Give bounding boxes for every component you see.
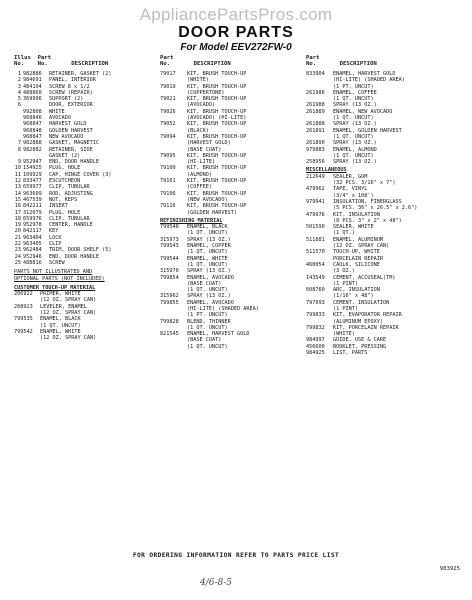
parts-column-3 [306, 55, 456, 356]
part-description: NUT, KEPS [49, 196, 78, 203]
part-number: 982882 [23, 146, 42, 153]
part-number: 488816 [23, 259, 42, 266]
part-number: 79026 [160, 108, 176, 115]
part-description: KIT, BRUSH TOUCH-UP [187, 178, 247, 185]
illus-number: 11 [14, 171, 21, 178]
part-description: PLUG, HOLE [49, 165, 81, 172]
part-description: (3/4" x 108') [333, 192, 374, 199]
part-number: 261890 [306, 140, 325, 147]
illus-number: 2 [17, 77, 21, 84]
part-number: 79052 [160, 121, 176, 128]
part-description: PANEL, INTERIOR [49, 77, 96, 84]
part-number: 315973 [160, 236, 179, 243]
illus-number: 23 [14, 247, 21, 254]
part-number: 261986 [306, 89, 325, 96]
section-heading-refinishing: REFINISHING MATERIAL [160, 217, 223, 224]
part-description: (HI-LITE) (SHADED AREA) [187, 305, 259, 312]
list-item [160, 344, 305, 350]
part-number: 963404 [23, 234, 42, 241]
part-description: HARVEST GOLD [49, 121, 87, 128]
part-description: (1 PT. UNCUT) [333, 83, 374, 90]
part-number: 143549 [306, 274, 325, 281]
part-number: 261988 [306, 102, 325, 109]
part-number: 109929 [23, 171, 42, 178]
part-number: 992808 [23, 108, 42, 115]
part-number: 963405 [23, 241, 42, 248]
column-header: Part No. DESCRIPTION [160, 55, 231, 68]
part-description: (1 QT. UNCUT) [333, 133, 374, 140]
part-number: 212649 [306, 173, 325, 180]
part-number: 79116 [160, 203, 176, 210]
part-number: 659976 [23, 215, 42, 222]
part-description: CLIP, TUBULAR [49, 215, 90, 222]
illus-number: 12 [14, 178, 21, 185]
part-description: (BLACK) [187, 127, 209, 134]
part-description: (BASE COAT) [187, 280, 222, 287]
part-description: SPRAY (13 OZ.) [333, 102, 377, 109]
parts-list [160, 71, 305, 216]
part-description: PRIMER, WHITE [40, 291, 81, 298]
part-description: LEVELER, ENAMEL [40, 303, 87, 310]
part-number: 479962 [306, 186, 325, 193]
part-description: ENAMEL, GOLDEN HARVEST [333, 127, 402, 134]
part-number: 501590 [306, 224, 325, 231]
part-description: KIT, BRUSH TOUCH-UP [187, 96, 247, 103]
column-header: Part No. DESCRIPTION [306, 55, 377, 68]
part-description: END, DOOR HANDLE [49, 253, 99, 260]
part-number: 261891 [306, 127, 325, 134]
illus-number: 9 [17, 159, 21, 166]
illus-number: 6 [17, 102, 21, 109]
part-description: ENAMEL, BLACK [187, 224, 228, 231]
part-number: 79106 [160, 190, 176, 197]
part-description: GOLDEN HARVEST [49, 127, 93, 134]
part-description: (12 OZ. SPRAY CAN) [40, 335, 97, 342]
page-title: DOOR PARTS [178, 24, 294, 41]
part-description: RETAINER, GASKET (2) [49, 71, 112, 77]
part-number: 315962 [160, 293, 179, 300]
part-description: KIT, PORCELAIN REPAIR [333, 324, 399, 331]
illus-number: 8 [17, 146, 21, 153]
part-description: (1 QT. UNCUT) [333, 115, 374, 122]
illus-number: 4 [17, 89, 21, 96]
part-description: CLIP, TUBULAR [49, 184, 90, 191]
part-description: (AVOCADO) [187, 102, 216, 109]
part-description: LOCK [49, 234, 62, 241]
part-description: INSERT [49, 203, 68, 210]
part-description: SEALER, WHITE [333, 224, 374, 231]
part-description: CAP, HINGE COVER (3) [49, 171, 112, 178]
part-number: 511570 [306, 249, 325, 256]
part-description: END, DOOR HANDLE [49, 159, 99, 166]
illus-number: 7 [17, 140, 21, 147]
part-number: 968846 [23, 115, 42, 122]
part-number: 79100 [160, 165, 176, 172]
part-number: 952978 [23, 222, 42, 229]
part-description: AVOCADO [49, 115, 71, 122]
part-description: PORCELAIN REPAIR [333, 255, 383, 262]
part-description: (32 PCS. 3/16" x 7") [333, 180, 396, 187]
part-description: LIST, PARTS [333, 350, 368, 357]
part-description: (ALUMINUM EPOXY) [333, 318, 383, 325]
part-number: 968848 [23, 127, 42, 134]
part-description: (AVOCADO) (HI-LITE) [187, 115, 247, 122]
part-number: 799540 [160, 224, 179, 231]
part-description: KIT, BRUSH TOUCH-UP [187, 152, 247, 159]
part-description: KIT, EVAPORATOR REPAIR [333, 312, 402, 319]
part-number: 952947 [23, 159, 42, 166]
part-number: 79094 [160, 133, 176, 140]
part-number: 842117 [23, 228, 42, 235]
part-number: 79019 [160, 83, 176, 90]
part-number: 799832 [306, 324, 325, 331]
list-item [14, 260, 159, 266]
part-description: GUIDE, USE & CARE [333, 337, 387, 344]
part-number: 511881 [306, 236, 325, 243]
part-description: (1 QT. UNCUT) [187, 343, 228, 350]
part-description: (BASE COAT) [187, 146, 222, 153]
part-number: 968847 [23, 133, 42, 140]
part-number: 799828 [160, 318, 179, 325]
part-number: 952946 [23, 253, 42, 260]
part-description: INSULATION, FIBERGLASS [333, 198, 402, 205]
part-number: 799542 [14, 328, 33, 335]
illus-number: 3 [17, 83, 21, 90]
part-description: KIT, BRUSH TOUCH-UP [187, 165, 247, 172]
part-description: ARC, INSULATION [333, 287, 380, 294]
part-description: ENAMEL, COPPER [187, 243, 231, 250]
illus-number: 19 [14, 222, 21, 229]
part-number: 608760 [306, 287, 325, 294]
part-description: ENAMEL, WHITE [40, 328, 81, 335]
part-description: SCREW (REPAIR) [49, 89, 93, 96]
part-number: 799854 [160, 274, 179, 281]
ordering-footer: FOR ORDERING INFORMATION REFER TO PARTS PRICE LIST [132, 552, 340, 559]
list-item [160, 210, 305, 216]
part-description: (COFFEE) [187, 184, 212, 191]
part-number: 456600 [306, 343, 325, 350]
part-description: (3 OZ.) [333, 268, 355, 275]
part-description: (1 QT. UNCUT) [187, 287, 228, 294]
part-description: BLEND, THINNER [187, 318, 231, 325]
part-description: (1/16" x 48") [333, 293, 374, 300]
part-description: SEALER, GUM [333, 173, 368, 180]
part-description: (1 QT. UNCUT) [187, 261, 228, 268]
part-description: (8 PCS. 3" x 2" x 48") [333, 217, 402, 224]
part-number: 984925 [306, 350, 325, 357]
part-number: 979941 [306, 198, 325, 205]
part-number: 962484 [23, 247, 42, 254]
part-description: TAPE, VINYL [333, 186, 368, 193]
part-number: 821545 [160, 331, 179, 338]
illus-number: 1 [17, 71, 21, 77]
part-description: ENAMEL, ALUMINUM [333, 236, 383, 243]
part-number: 79095 [160, 152, 176, 159]
part-number: 842211 [23, 203, 42, 210]
part-number: 659977 [23, 184, 42, 191]
part-description: CAULK, SILICONE [333, 261, 380, 268]
part-description: (1 QT. UNCUT) [333, 96, 374, 103]
part-number: 963609 [23, 190, 42, 197]
part-description: KIT, BRUSH TOUCH-UP [187, 190, 247, 197]
column-header: Illus Part No. No. DESCRIPTION [14, 55, 109, 68]
part-number: 488860 [23, 89, 42, 96]
part-description: CLIP [49, 241, 62, 248]
part-description: DOOR, EXTERIOR [49, 102, 93, 109]
part-number: 79021 [160, 96, 176, 103]
part-description: (1 PT. UNCUT) [187, 312, 228, 319]
part-description: NEW AVOCADO [49, 133, 84, 140]
part-number: 484104 [23, 83, 42, 90]
part-description: SCREW 8 x 1/2 [49, 83, 90, 90]
part-description: (1 PINT) [333, 280, 358, 287]
part-description: (WHITE) [187, 77, 209, 84]
part-description: KIT, BRUSH TOUCH-UP [187, 83, 247, 90]
illus-number: 5 [17, 96, 21, 103]
part-description: (1 QT.) [333, 230, 355, 237]
part-description: (1 QT. UNCUT) [187, 249, 228, 256]
part-description: SPRAY (13 OZ.) [333, 121, 377, 128]
part-description: ESCUTCHEON [49, 178, 81, 185]
illus-number: 24 [14, 253, 21, 260]
part-description: (BASE COAT) [187, 337, 222, 344]
illus-number: 18 [14, 215, 21, 222]
part-number: 479976 [306, 211, 325, 218]
part-number: 797093 [306, 299, 325, 306]
part-description: ENAMEL, AVOCADO [187, 274, 234, 281]
part-description: KIT, BRUSH TOUCH-UP [187, 121, 247, 128]
part-number: 833904 [306, 71, 325, 77]
part-description: TRIM, DOOR SHELF (5) [49, 247, 112, 254]
part-description: ENAMEL, NEW AVOCADO [333, 108, 393, 115]
part-number: 968847 [23, 121, 42, 128]
refinishing-list [160, 224, 305, 350]
part-description: (5 PCS. 36" x 26.5" x 2.6") [333, 205, 418, 212]
part-number: 984691 [23, 77, 42, 84]
part-description: ENAMEL, AVOCADO [187, 299, 234, 306]
part-description: RETAINER, SIDE [49, 146, 93, 153]
illus-number: 21 [14, 234, 21, 241]
illus-number: 10 [14, 165, 21, 172]
part-description: ROD, ADJUSTING [49, 190, 93, 197]
part-description: (1 PINT) [333, 305, 358, 312]
part-description: TOUCH-UP, WHITE [333, 249, 380, 256]
watermark: AppliancePartsPros.com [139, 5, 333, 24]
part-number: 799543 [160, 243, 179, 250]
part-description: (ALMOND) [187, 171, 212, 178]
part-description: SUPPORT (2) [49, 96, 84, 103]
part-number [160, 210, 187, 216]
list-item [14, 335, 159, 341]
part-number: 799544 [160, 255, 179, 262]
part-number: 982888 [23, 140, 42, 147]
part-number: 258956 [306, 159, 325, 166]
part-description: (HI-LITE) [187, 159, 216, 166]
parts-column-2 [160, 55, 305, 350]
part-description: (HI-LITE) (SHADED AREA) [333, 77, 405, 84]
part-description: KIT, BRUSH TOUCH-UP [187, 133, 247, 140]
part-description: KEY [49, 228, 59, 235]
part-description: KIT, BRUSH TOUCH-UP [187, 108, 247, 115]
part-description: (NEW AVOCADO) [187, 196, 228, 203]
part-description: CENTER, HANDLE [49, 222, 93, 229]
part-description: (1 QT. UNCUT) [40, 322, 81, 329]
parts-list [306, 71, 456, 165]
part-description: (HARVEST GOLD) [187, 140, 231, 147]
part-description: GASKET, MAGNETIC [49, 140, 99, 147]
part-number: 833477 [23, 178, 42, 185]
part-description: (12 OZ. SPRAY CAN) [40, 309, 97, 316]
illus-number: 17 [14, 209, 21, 216]
part-description: ENAMEL, HARVEST GOLD [187, 331, 250, 338]
part-description: (1 QT. UNCUT) [333, 152, 374, 159]
part-description: (12 OZ. SPRAY CAN) [40, 297, 97, 304]
part-description: (1 QT. UNCUT) [187, 230, 228, 237]
part-description: GASKET (2) [49, 152, 81, 159]
part-number: 312079 [23, 209, 42, 216]
part-number [14, 335, 40, 341]
part-number: 979883 [306, 146, 325, 153]
part-number: 208923 [14, 303, 33, 310]
part-number: 982886 [23, 71, 42, 77]
illus-number: 14 [14, 190, 21, 197]
illus-number: 16 [14, 203, 21, 210]
part-number: 261889 [306, 108, 325, 115]
part-description: ENAMEL, COFFEE [333, 89, 377, 96]
miscellaneous-list [306, 174, 456, 357]
illus-number: 25 [14, 259, 21, 266]
parts-column-1 [14, 55, 159, 341]
document-code: 983925 [439, 566, 460, 572]
part-description: WHITE [49, 108, 65, 115]
part-number: 799855 [160, 299, 179, 306]
part-description: SPRAY (13 OZ.) [333, 140, 377, 147]
part-number: 467539 [23, 196, 42, 203]
illus-number: 20 [14, 228, 21, 235]
part-description: ENAMEL, BLACK [40, 316, 81, 323]
part-number: 79101 [160, 178, 176, 185]
part-description: BOOKLET, PRESSING [333, 343, 387, 350]
parts-list [14, 71, 159, 266]
part-number: 984997 [306, 337, 325, 344]
part-description: SPRAY (13 OZ.) [187, 268, 231, 275]
illus-number: 13 [14, 184, 21, 191]
list-item [306, 159, 456, 165]
illus-number: 15 [14, 196, 21, 203]
part-number: 799833 [306, 312, 325, 319]
part-number: 460054 [306, 261, 325, 268]
part-description: (COPPERTONE) [187, 89, 225, 96]
part-description: (1 QT. UNCUT) [187, 324, 228, 331]
part-number: 799535 [14, 316, 33, 323]
part-description: SCREW [49, 259, 65, 266]
note-line-2: OPTIONAL PARTS (NOT INCLUDED) [14, 275, 105, 282]
part-description: ENAMEL, WHITE [187, 255, 228, 262]
part-description: SPRAY (13 OZ.) [187, 293, 231, 300]
part-description: SPRAY (13 OZ.) [187, 236, 231, 243]
page-subtitle: For Model EEV272FW-0 [180, 42, 292, 53]
section-heading-miscellaneous: MISCELLANEOUS [306, 167, 347, 174]
part-description: CEMENT, INSULATION [333, 299, 390, 306]
part-number: 315970 [160, 268, 179, 275]
part-description: SPRAY (13 OZ.) [333, 159, 377, 166]
part-number: 154925 [23, 165, 42, 172]
part-description: PLUG, HOLE [49, 209, 81, 216]
part-description: KIT, BRUSH TOUCH-UP [187, 203, 247, 210]
part-description: ENAMEL, HARVEST GOLD [333, 71, 396, 77]
part-description: KIT, BRUSH TOUCH-UP [187, 71, 247, 77]
part-description: ENAMEL, ALMOND [333, 146, 377, 153]
handwritten-note: 4/6-8-5 [200, 578, 233, 588]
part-description: KIT, INSULATION [333, 211, 380, 218]
part-number: 206922 [14, 291, 33, 298]
part-number [160, 344, 187, 350]
illus-number: 22 [14, 241, 21, 248]
part-description: (GOLDEN HARVEST) [187, 209, 237, 216]
part-description: (12 OZ. SPRAY CAN) [333, 243, 390, 250]
note-line-1: PARTS NOT ILLUSTRATED AND [14, 269, 93, 276]
part-description: CEMENT, ACCUSEAL(TM) [333, 274, 396, 281]
part-number: 79017 [160, 71, 176, 77]
part-number: 369996 [23, 96, 42, 103]
touchup-list [14, 291, 159, 341]
part-description: (WHITE) [333, 331, 355, 338]
list-item [306, 350, 456, 356]
section-heading-touchup: CUSTOMER TOUCH-UP MATERIAL [14, 284, 96, 291]
part-number: 261888 [306, 121, 325, 128]
